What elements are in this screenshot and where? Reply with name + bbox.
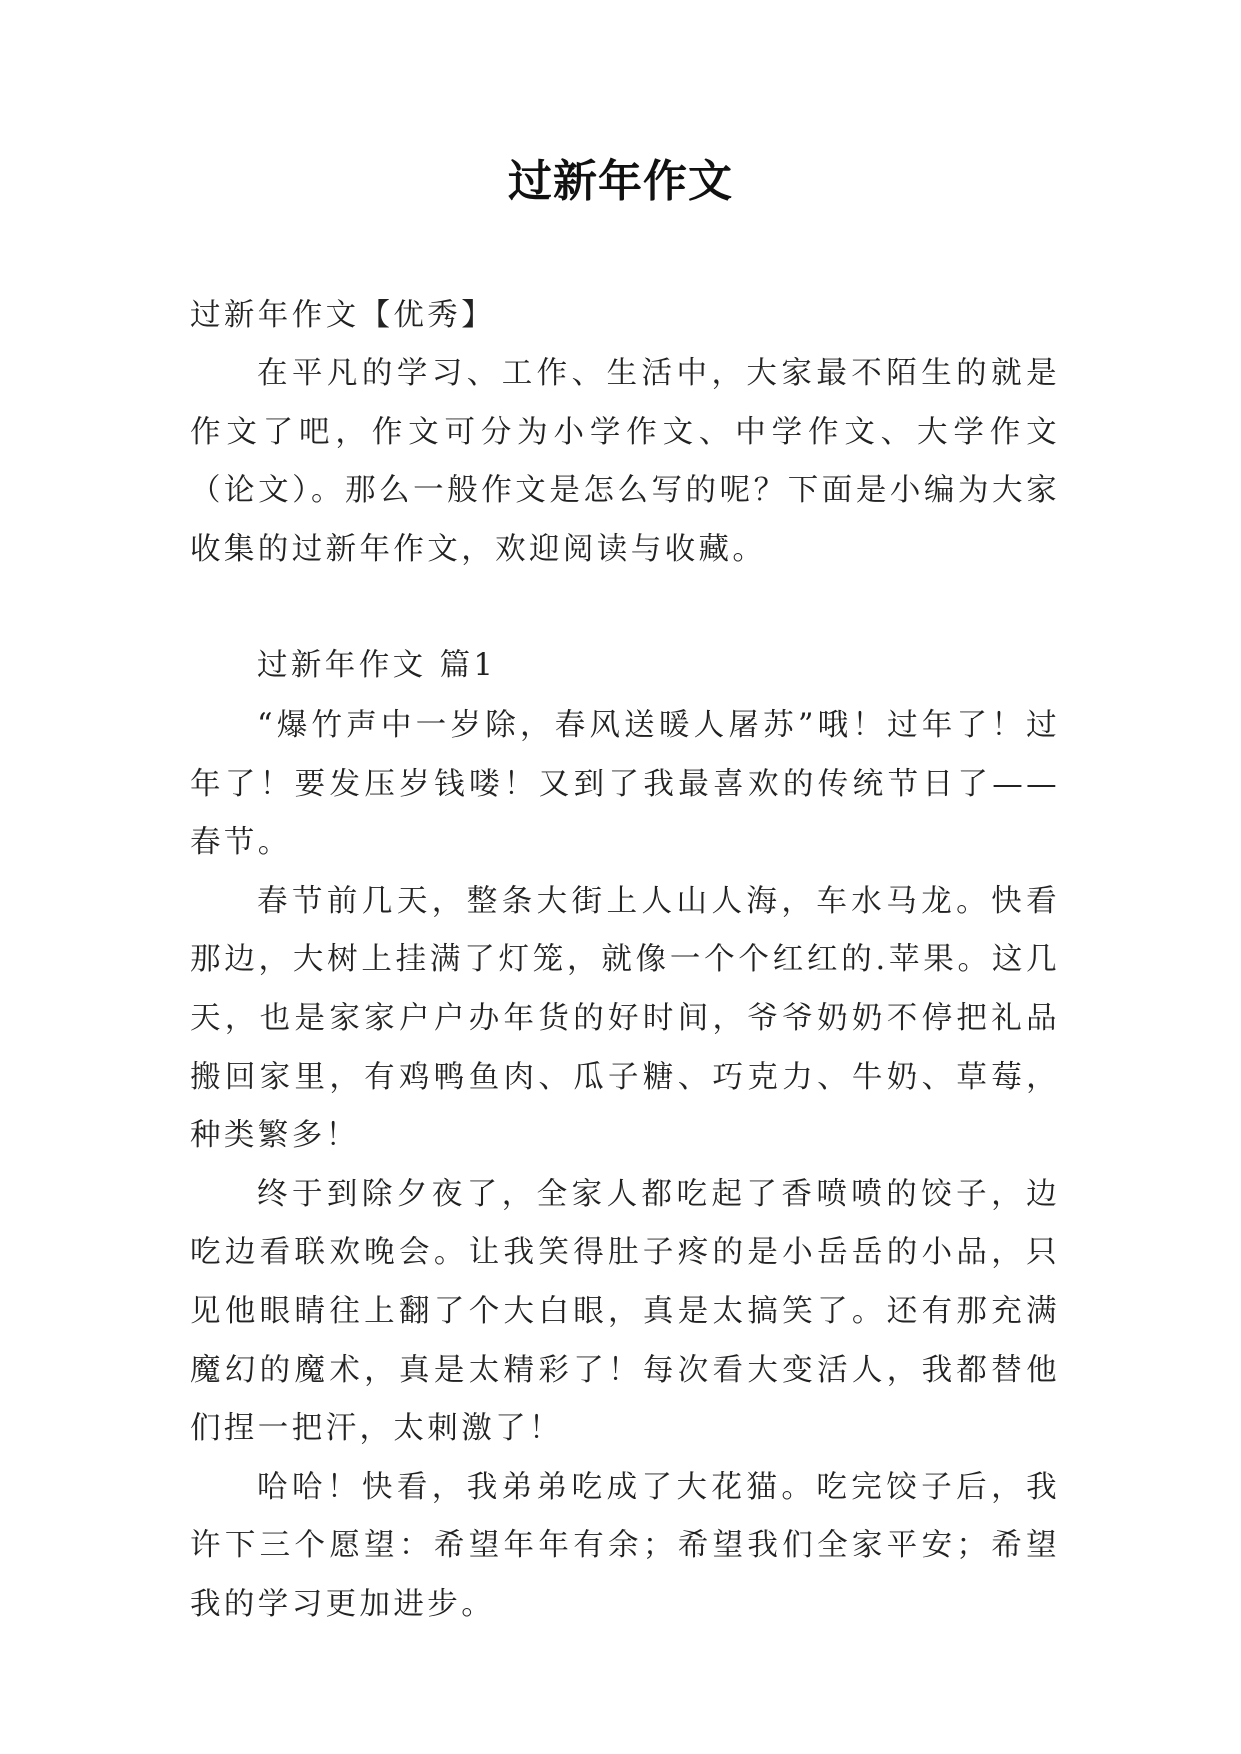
section-heading: 过新年作文 篇1 xyxy=(257,648,497,683)
essay-body xyxy=(190,697,1060,1635)
essay-paragraph: 终于到除夕夜了，全家人都吃起了香喷喷的饺子，边吃边看联欢晚会。让我笑得肚子疼的是小岳岳的小品，只见他眼睛往上翻了个大白眼，真是太搞笑了。还有那充满魔幻的魔术，真是太精彩了！每次看大变活人，我都替他们捏一把汗，太刺激了！ xyxy=(190,1176,1060,1447)
essay-paragraph: 春节前几天，整条大街上人山人海，车水马龙。快看那边，大树上挂满了灯笼，就像一个个红红的.苹果。这几天，也是家家户户办年货的好时间，爷爷奶奶不停把礼品搬回家里，有鸡鸭鱼肉、瓜子糖、巧克力、牛奶、草莓，种类繁多！ xyxy=(190,883,1060,1154)
essay-paragraph: “爆竹声中一岁除，春风送暖人屠苏”哦！过年了！过年了！要发压岁钱喽！又到了我最喜欢的传统节日了——春节。 xyxy=(190,708,1060,861)
document-title: 过新年作文 xyxy=(508,156,733,207)
essay-paragraph: 哈哈！快看，我弟弟吃成了大花猫。吃完饺子后，我许下三个愿望：希望年年有余；希望我们全家平安；希望我的学习更加进步。 xyxy=(190,1469,1060,1622)
intro-text: 在平凡的学习、工作、生活中，大家最不陌生的就是作文了吧，作文可分为小学作文、中学作文、大学作文（论文）。那么一般作文是怎么写的呢？下面是小编为大家收集的过新年作文，欢迎阅读与收藏。 xyxy=(190,356,1060,567)
document-subtitle: 过新年作文【优秀】 xyxy=(190,298,496,333)
intro-paragraph xyxy=(190,345,1060,579)
